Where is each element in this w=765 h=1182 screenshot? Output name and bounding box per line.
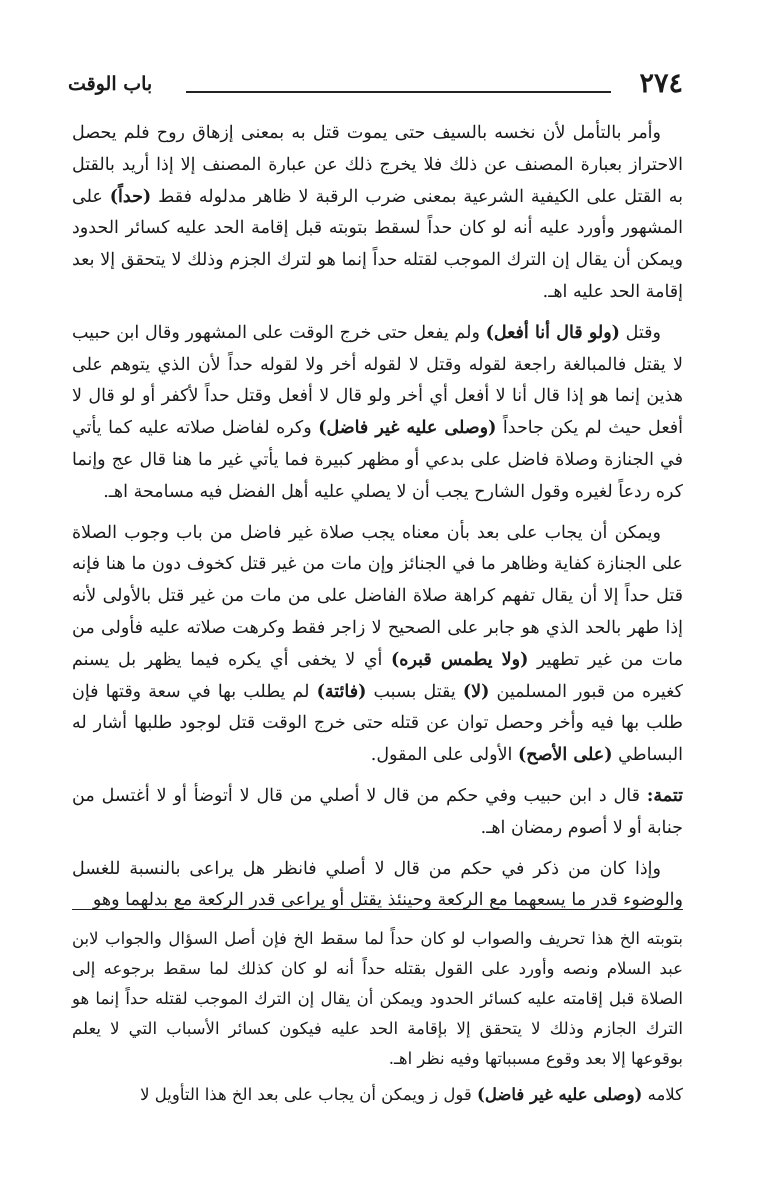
paragraph-5 [72,854,683,918]
p2-end: وكره لفاضل صلاته عليه كما يأتي في الجنازة وصلاة فاضل على بدعي أو مظهر كبيرة فما يأتي غير ما هنا قال عج وإنما كره ردعاً لغيره وقول الشارح يجب أن لا يصلي عليه أهل الفضل فيه مسامحة اهـ. [72,418,683,502]
paragraph-3 [72,518,683,772]
footnote-2-bold: (وصلى عليه غير فاضل) [477,1085,643,1104]
p3-start: ويمكن أن يجاب على بعد بأن معناه يجب صلاة غير فاضل من باب وجوب الصلاة على الجنازة كفاية وظاهر ما في الجنائز وإن مات من غير قتل كخوف دون ما هنا فإنه قتل حداً إلا أن يقال تفهم كراهة صلاة الفاضل على من مات من غير قتل بالأولى لأنه إذا طهر بالحد الذي هو جابر على الصحيح لا زاجر فقط وكرهت صلاته عليه فأولى من مات من غير تطهير [72,522,683,670]
p2-mid: ولم يفعل حتى خرج الوقت على المشهور وقال ابن حبيب لا يقتل فالمبالغة راجعة لقوله وقتل لا لقوله أخر ولا لقوله حداً لأن الذي يتوهم على هذين إنما هو إذا قال أنا لا أفعل أي أخر ولو قال لا أفعل وقتل حداً لأكفر أو لو قال لا أفعل حيث لم يكن جاحداً [72,322,683,439]
paragraph-1 [72,118,683,309]
p2-bold-1: (ولو قال أنا أفعل) [485,322,620,343]
page-header [68,64,683,106]
p3-mid-3: لم يطلب بها في سعة وقتها فإن طلب بها فيه وأخر وحصل توان عن قتله حتى خرج الوقت قتل لوجود طلبها أشار له البساطي [72,681,683,766]
footnote-2-end: قول ز ويمكن أن يجاب على بعد الخ هذا التأويل لا [140,1085,472,1104]
p3-bold-4: (على الأصح) [518,745,613,766]
p3-mid-2: يقتل بسبب [373,681,456,702]
paragraph-2 [72,318,683,509]
p4-bold: تتمة: [646,785,683,806]
footnote-1 [72,924,683,1074]
p1-end: على المشهور وأورد عليه أنه لو كان حداً لسقط بتوبته قبل إقامة الحد عليه كسائر الحدود ويمكن أن يقال إن الترك الموجب لقتله حداً إنما هو لترك الجزم وذلك لا يتحقق إلا بعد إقامة الحد عليه اهـ. [72,186,683,302]
p1-text: وأمر بالتأمل لأن نخسه بالسيف حتى يموت قتل به بمعنى إزهاق روح فلم يحصل الاحتراز بعبارة المصنف عن ذلك فلا يخرج ذلك عن عبارة المصنف إلا إذا أريد بالقتل به القتل على الكيفية الشرعية بمعنى ضرب الرقبة لا ظاهر مدلوله فقط [72,123,683,207]
p5-text: وإذا كان من ذكر في حكم من قال لا أصلي فانظر هل يراعى بالنسبة للغسل والوضوء قدر ما يسعهما مع الركعة وحينئذ يقتل أو يراعى قدر الركعة مع بدلهما وهو [72,858,683,911]
p4-text: قال د ابن حبيب وفي حكم من قال لا أصلي من قال لا أتوضأ أو لا أغتسل من جنابة أو لا أصوم رمضان اهـ. [72,785,683,838]
footnote-rule [72,909,683,910]
p3-end: الأولى على المقول. [370,745,513,766]
page-number: ٢٧٤ [639,68,683,99]
p2-start: وقتل [625,322,661,343]
p1-bold: (حداً) [109,186,152,207]
footnote-1-text: بتوبته الخ هذا تحريف والصواب لو كان حداً لما سقط الخ فإن أصل السؤال والجواب لابن عبد السلام ونصه وأورد على القول بقتله حداً أنه لو كان كذلك لما سقط برجوعه إلى الصلاة قبل إقامته عليه كسائر الحدود ويمكن أن يقال إن الترك الموجب لقتله حداً إنما هو الترك الجازم وذلك لا يتحقق إلا بإقامة الحد عليه فيكون كسائر الأسباب التي لا يعلم بوقوعها إلا بعد وقوع مسبباتها وفيه نظر اهـ. [72,929,683,1068]
main-text [72,118,683,926]
footnote-2-start: كلامه [647,1085,683,1104]
header-rule [186,91,611,93]
footnotes [72,924,683,1116]
p3-bold-1: (ولا يطمس قبره) [391,649,529,670]
p3-mid-1: أي لا يخفى أي يكره فيما يظهر بل يسنم كغيره من قبور المسلمين [72,649,683,702]
running-title: باب الوقت [68,73,153,95]
p3-bold-2: (لا) [462,681,490,702]
paragraph-4 [72,781,683,845]
p3-bold-3: (فائتة) [316,681,367,702]
p2-bold-2: (وصلى عليه غير فاضل) [318,418,497,439]
footnote-2 [72,1080,683,1110]
